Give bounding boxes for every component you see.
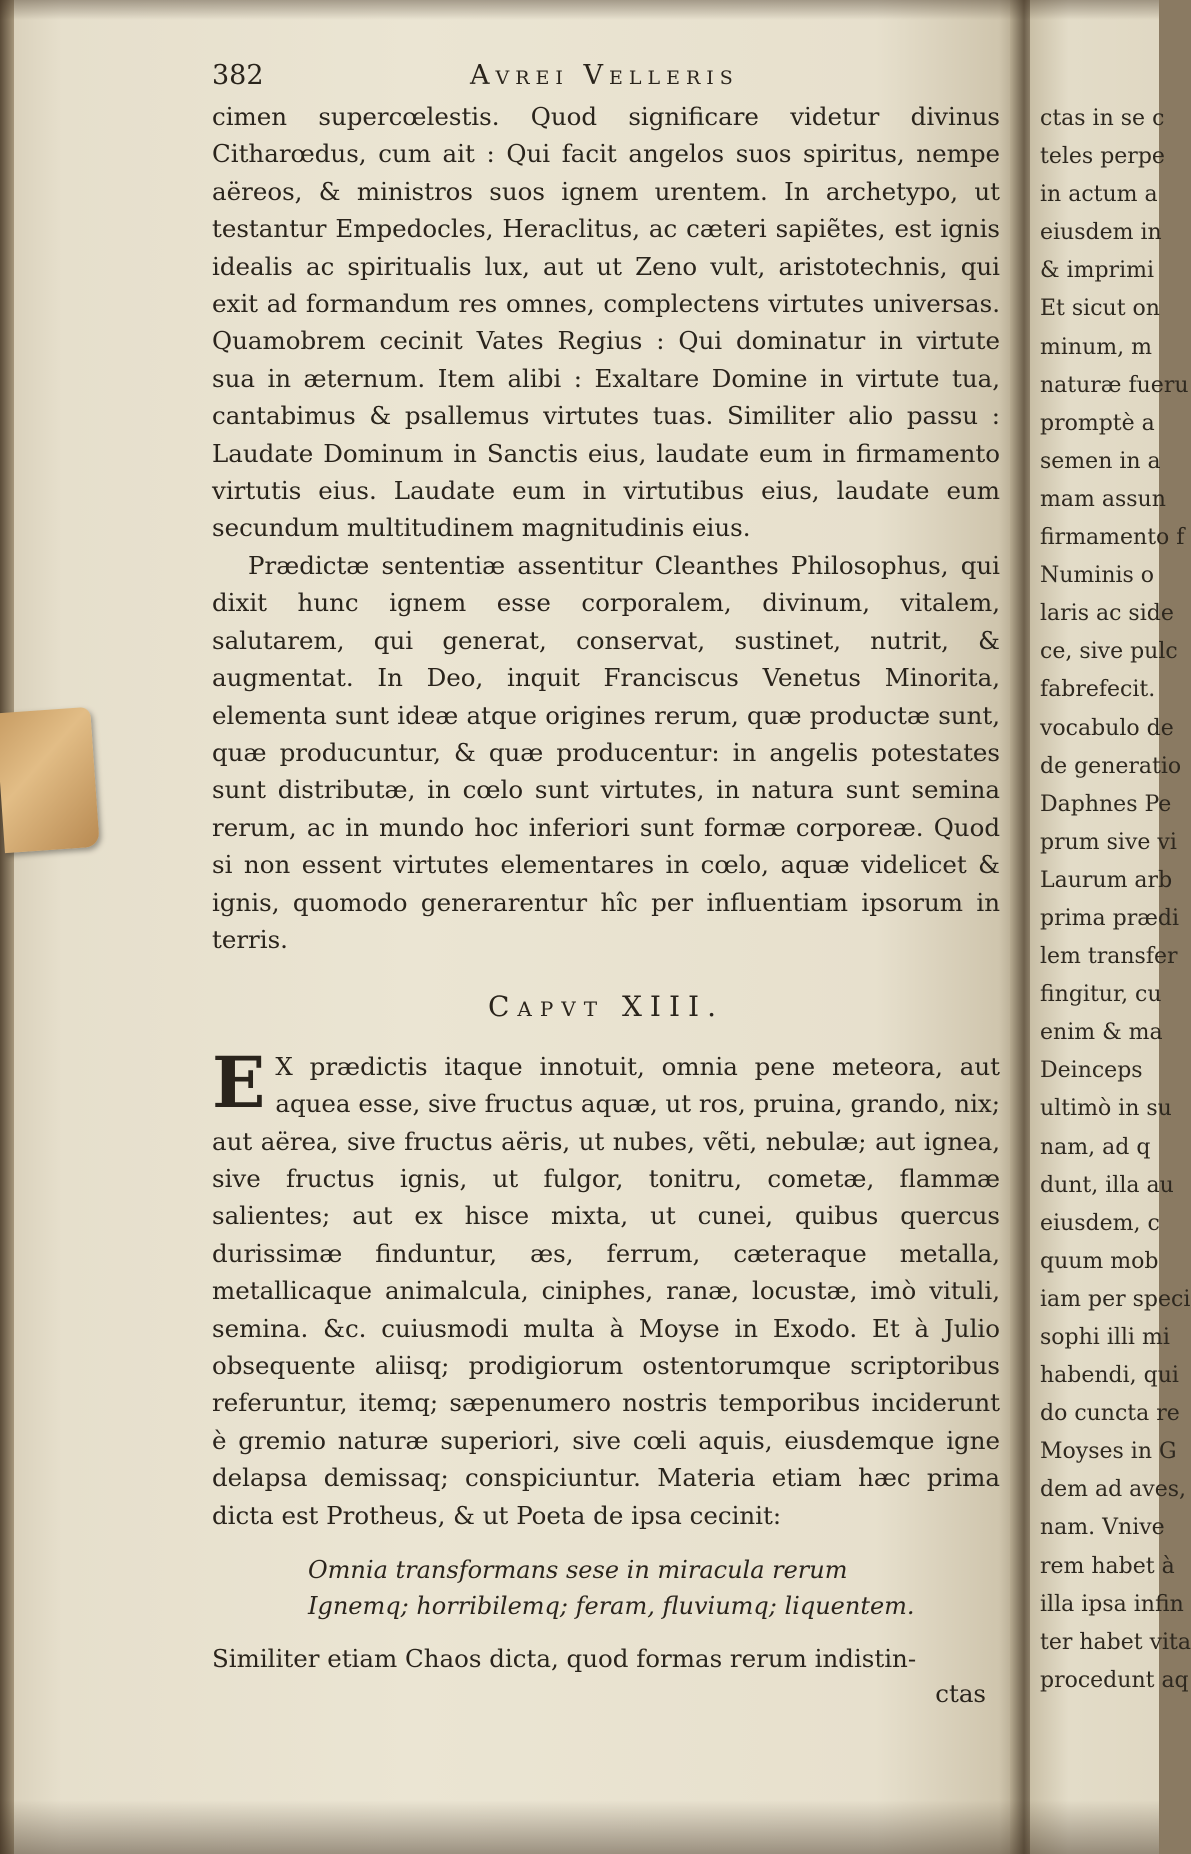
bookmark-tab [0,707,100,853]
right-page-line: promptè a [1040,410,1155,436]
right-page-line: rem habet à [1040,1553,1175,1579]
catchword: ctas [935,1679,986,1709]
right-page-line: semen in a [1040,448,1161,474]
right-page-line: do cuncta re [1040,1401,1180,1427]
right-page-line: vocabulo de [1040,715,1174,741]
right-page-text [1040,100,1191,1700]
right-page-line: procedunt aq [1040,1667,1189,1693]
right-page-line: nam. Vnive [1040,1515,1165,1541]
final-line: Similiter etiam Chaos dicta, quod formas rerum indistin- [212,1644,917,1674]
right-page-line: eiusdem, c [1040,1210,1160,1236]
right-page-line: firmamento f [1040,525,1185,551]
right-page-line: teles perpe [1040,144,1165,170]
right-page-line: quum mob [1040,1248,1159,1274]
right-page-line: ctas in se c [1040,106,1165,131]
right-page-line: Moyses in G [1040,1439,1177,1465]
verse-line: Omnia transformans sese in miracula rerum [308,1556,848,1585]
running-head: Avrei Velleris [470,60,739,91]
right-page-line: prima prædi [1040,905,1180,931]
main-text-block [212,98,1000,1713]
right-page-line: enim & ma [1040,1020,1163,1046]
right-page-line: Laurum arb [1040,867,1173,893]
right-page-line: ce, sive pulc [1040,639,1178,665]
right-page-line: sophi illi mi [1040,1325,1170,1350]
right-page-line: Et sicut on [1040,296,1160,322]
right-page-line: fabrefecit. [1040,677,1156,703]
right-page-line: prum sive vi [1040,829,1177,855]
right-page-line: mam assun [1040,486,1166,512]
verse-block [212,1552,1000,1624]
chapter-paragraph [212,1040,1000,1534]
right-page-line: ultimò in su [1040,1096,1172,1122]
right-page-line: laris ac side [1040,601,1174,627]
bottom-shadow [0,1800,1159,1854]
right-page-line: iam per speci [1040,1286,1191,1312]
right-page-line: minum, m [1040,334,1152,360]
paragraph-1: cimen supercœlestis. Quod significare videtur divinus Citharœdus, cum ait : Qui facit angelos suos spiritus, nempe aëreos, & ministros suos ignem urentem. In archetypo, ut testantur Empedocles, Heraclitus, ac cæteri sapiẽtes, est ignis idealis ac spiritualis lux, aut ut Zeno vult, aristotechnis, qui exit ad formandum res omnes, complectens virtutes universas. Quamobrem cecinit Vates Regius : Qui dominatur in virtute sua in æternum. Item alibi : Exaltare Domine in virtute tua, cantabimus & psallemus virtutes tuas. Similiter alio passu : Laudate Dominum in Sanctis eius, laudate eum in firmamento virtutis eius. Laudate eum in virtutibus eius, laudate eum secundum multitudinem magnitudinis eius. [212,102,1000,543]
paragraph-2: Prædictæ sententiæ assentitur Cleanthes Philosophus, qui dixit hunc ignem esse corporalem, divinum, vitalem, salutarem, qui generat, conservat, sustinet, nutrit, & augmentat. In Deo, inquit Franciscus Venetus Minorita, elementa sunt ideæ atque origines rerum, quæ productæ sunt, quæ producuntur, & quæ producentur: in angelis potestates sunt distributæ, in cœlo sunt virtutes, in natura sunt semina rerum, ac in mundo hoc inferiori sunt formæ corporeæ. Quod si non essent virtutes elementares in cœlo, aquæ videlicet & ignis, quomodo generarentur hîc per influentiam ipsorum in terris. [212,550,1000,954]
chapter-heading: Capvt XIII. [487,990,725,1024]
book-cover-edge [0,0,14,1854]
right-page-line: Daphnes Pe [1040,791,1172,817]
right-page-line: eiusdem in [1040,220,1162,246]
right-page-line: in actum a [1040,182,1158,208]
right-page-line: illa ipsa infin [1040,1591,1184,1617]
drop-cap: E [212,1040,266,1124]
right-page-line: Deinceps [1040,1058,1143,1084]
right-page-line: lem transfer [1040,944,1178,970]
right-page-line: ter habet vita [1040,1629,1191,1655]
top-shadow [0,0,1159,20]
right-page-line: dem ad aves, [1040,1477,1186,1503]
right-page-line: dunt, illa au [1040,1172,1174,1198]
verse-line: Ignemq; horribilemq; feram, fluviumq; liquentem. [308,1592,915,1621]
right-page-line: fingitur, cu [1040,982,1162,1008]
right-page-line: naturæ fueru [1040,372,1189,398]
chapter-paragraph-text: X prædictis itaque innotuit, omnia pene meteora, aut aquea esse, sive fructus aquæ, ut ros, pruina, grando, nix; aut aërea, sive fructus aëris, ut nubes, vẽti, nebulæ; aut ignea, sive fructus ignis, ut fulgor, tonitru, cometæ, flammæ salientes; aut ex hisce mixta, ut cunei, quibus quercus durissimæ finduntur, æs, ferrum, cæteraque metalla, metallicaque animalcula, ciniphes, ranæ, locustæ, imò vituli, semina. &c. cuiusmodi multa à Moyse in Exodo. Et à Julio obsequente aliisq; prodigiorum ostentorumque scriptoribus referuntur, itemq; sæpenumero nostris temporibus inciderunt è gremio naturæ superiori, sive cœli aquis, eiusdemque igne delapsa demissaq; conspiciuntur. Materia etiam hæc prima dicta est Protheus, & ut Poeta de ipsa cecinit: [212,1051,1000,1530]
right-page-line: & imprimi [1040,258,1155,284]
right-page-line: de generatio [1040,753,1182,779]
right-page-line: nam, ad q [1040,1134,1151,1160]
page-header [212,60,1012,96]
page-number: 382 [212,60,264,91]
right-page-line: Numinis o [1040,563,1155,589]
right-page-line: habendi, qui [1040,1363,1179,1389]
